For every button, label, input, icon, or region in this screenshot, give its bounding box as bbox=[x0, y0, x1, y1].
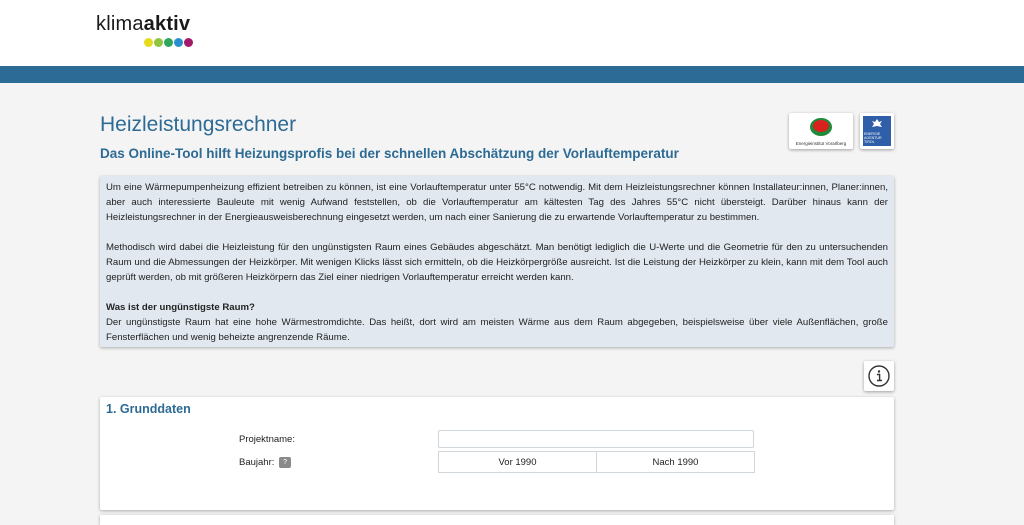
baujahr-label-group bbox=[239, 457, 291, 468]
intro-answer: Der ungünstigste Raum hat eine hohe Wärmestromdichte. Das heißt, dort wird am meisten Wärme aus dem Raum abgegeben, beispielsweise über viele Außenflächen, große Fensterflächen und wenig beheizte angrenzende Räume. bbox=[106, 317, 888, 343]
baujahr-option-vor-1990[interactable]: Vor 1990 bbox=[438, 451, 597, 473]
site-header bbox=[0, 0, 1024, 66]
logo-dot bbox=[164, 38, 173, 47]
page-title: Heizleistungsrechner bbox=[100, 113, 297, 136]
grunddaten-section bbox=[100, 397, 894, 510]
logo-dot bbox=[174, 38, 183, 47]
intro-paragraph: Um eine Wärmepumpenheizung effizient betreiben zu können, ist eine Vorlauftemperatur unter 55°C notwendig. Mit dem Heizleistungsrechner können Installateur:innen, Planer:innen, aber auch interessierte Bauleute mit wenig Aufwand feststellen, ob die Vorlauftemperatur am kältesten Tag des Jahres 55°C nicht übersteigt. Darüber hinaus kann der Heizleistungsrechner in der Energieausweisberechnung eingesetzt werden, um nach einer Sanierung die zu erwartende Vorlauftemperatur zu bestimmen. bbox=[106, 182, 888, 223]
energieinstitut-label: Energieinstitut Vorarlberg bbox=[795, 141, 847, 146]
nav-band bbox=[0, 66, 1024, 83]
logo-dot bbox=[144, 38, 153, 47]
baujahr-selector bbox=[438, 451, 755, 473]
energieinstitut-emblem-icon bbox=[789, 113, 853, 141]
intro-question: Was ist der ungünstigste Raum? bbox=[106, 302, 255, 313]
logo-wordmark: klimaaktiv bbox=[96, 13, 191, 35]
klimaaktiv-logo[interactable] bbox=[96, 12, 216, 52]
info-button[interactable] bbox=[864, 361, 894, 391]
baujahr-label: Baujahr: bbox=[239, 457, 275, 469]
energieagentur-tirol-logo[interactable] bbox=[860, 113, 894, 149]
logo-dot bbox=[154, 38, 163, 47]
energieagentur-label: ENERGIE AGENTUR TIROL bbox=[864, 132, 882, 144]
logo-dot bbox=[184, 38, 193, 47]
logo-dots bbox=[144, 38, 193, 47]
projektname-input[interactable] bbox=[438, 430, 754, 448]
info-icon bbox=[867, 364, 891, 388]
help-icon[interactable]: ? bbox=[279, 457, 291, 468]
baujahr-option-nach-1990[interactable]: Nach 1990 bbox=[597, 451, 755, 473]
page-subtitle: Das Online-Tool hilft Heizungsprofis bei der schnellen Abschätzung der Vorlauftemperatur bbox=[100, 146, 679, 161]
intro-paragraph: Methodisch wird dabei die Heizleistung für den ungünstigsten Raum eines Gebäudes abgeschätzt. Man benötigt lediglich die U-Werte und die Geometrie für den zu untersuchenden Raum und die Abmessungen der Heizkörper. Mit wenigen Klicks lässt sich ermitteln, ob die Heizkörpergröße ausreicht. Ist die Leistung der Heizkörper zu klein, kann mit dem Tool auch geprüft werden, ob mit größeren Heizkörpern das Ziel einer niedrigen Vorlauftemperatur erreicht werden kann. bbox=[106, 242, 888, 283]
next-section-card bbox=[100, 515, 894, 525]
intro-box bbox=[100, 176, 894, 347]
projektname-label: Projektname: bbox=[239, 434, 295, 445]
section-title: 1. Grunddaten bbox=[106, 402, 191, 416]
energieinstitut-logo[interactable] bbox=[789, 113, 853, 149]
intro-question-block bbox=[106, 300, 888, 345]
